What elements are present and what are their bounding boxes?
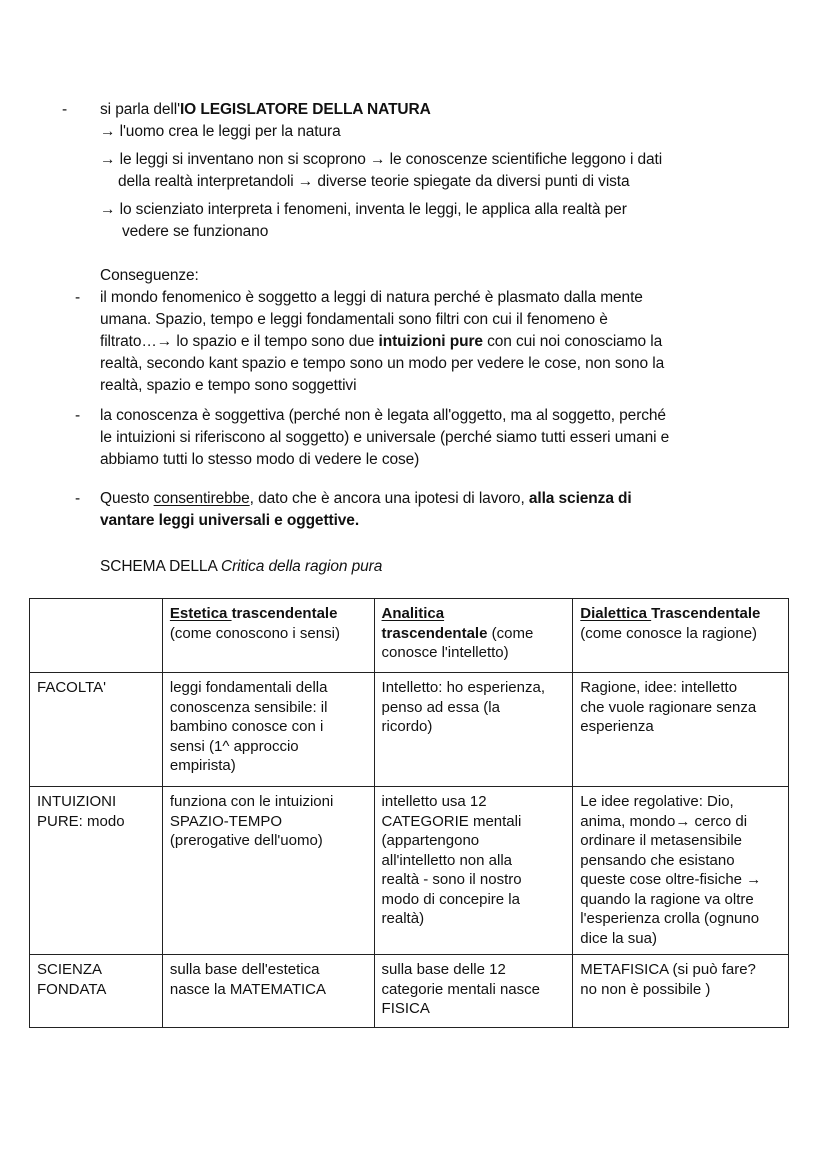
header-bold: Trascendentale (651, 605, 761, 622)
schema-title (100, 556, 382, 578)
cell-line: queste cose oltre-fisiche → (580, 871, 762, 888)
bullet-dash: - (75, 407, 81, 424)
cell-line: realtà) (381, 910, 425, 927)
cell-line: (appartengono (381, 832, 480, 849)
text-line: realtà, spazio e tempo sono soggettivi (100, 377, 357, 394)
cell-line: l'esperienza crolla (ognuno (580, 910, 760, 927)
cell-line: no non è possibile ) (580, 980, 711, 998)
cell-line: Le idee regolative: Dio, (580, 793, 734, 810)
text-line: realtà, secondo kant spazio e tempo sono un modo per vedere le cose, non sono la (100, 355, 665, 372)
table-row-scienza (30, 955, 789, 1028)
arrow-line-cont: vedere se funzionano (122, 223, 269, 240)
header-subtitle: conosce l'intelletto) (381, 644, 509, 661)
arrow-line: → l'uomo crea le leggi per la natura (100, 123, 341, 140)
cell-line: categorie mentali nasce (381, 980, 540, 998)
intro-bold-text: IO LEGISLATORE DELLA NATURA (179, 101, 431, 118)
conseguenze-item-3 (100, 488, 632, 532)
header-estetica (162, 599, 374, 673)
cell-line: conoscenza sensibile: il (169, 698, 328, 716)
header-bold: trascendentale (231, 605, 338, 622)
header-bold: trascendentale (381, 624, 488, 642)
intuizioni-pure-bold: intuizioni pure (378, 333, 483, 350)
header-subtitle: (come conosce la ragione) (580, 624, 758, 642)
cell-line: FACOLTA' (37, 679, 106, 696)
cell-line: PURE: modo (37, 812, 125, 830)
text-span: Questo (100, 490, 154, 507)
conseguenze-item-1 (100, 287, 664, 397)
table-row-facolta (30, 673, 789, 787)
schema-title-prefix: SCHEMA DELLA (100, 558, 222, 575)
cell-line: METAFISICA (si può fare? (580, 961, 756, 978)
header-underlined: Dialettica (580, 605, 652, 622)
text-line: abbiamo tutti lo stesso modo di vedere le cose) (100, 451, 420, 468)
cell-line: realtà - sono il nostro (381, 871, 522, 888)
cell-estetica (162, 955, 374, 1028)
row-label (30, 787, 163, 955)
cell-line: dice la sua) (580, 929, 657, 947)
cell-line: pensando che esistano (580, 851, 735, 869)
cell-line: anima, mondo→ cerco di (580, 812, 748, 830)
text-span: con cui noi conosciamo la (482, 333, 663, 350)
cell-line: INTUIZIONI (37, 793, 117, 810)
text-line: umana. Spazio, tempo e leggi fondamentali sono filtri con cui il fenomeno è (100, 311, 608, 328)
header-underlined: Estetica (169, 605, 232, 622)
cell-line: sulla base delle 12 (381, 961, 506, 978)
cell-line: ordinare il metasensibile (580, 832, 743, 849)
cell-dialettica (573, 787, 789, 955)
conseguenze-heading: Conseguenze: (100, 267, 199, 284)
bullet-dash: - (75, 289, 81, 306)
cell-estetica (162, 787, 374, 955)
cell-line: Intelletto: ho esperienza, (381, 679, 545, 696)
cell-analitica (374, 955, 573, 1028)
cell-line: SPAZIO-TEMPO (169, 812, 283, 830)
cell-line: (prerogative dell'uomo) (169, 832, 323, 849)
arrow-line: → lo scienziato interpreta i fenomeni, inventa le leggi, le applica alla realtà per (100, 201, 627, 218)
cell-line: ricordo) (381, 718, 433, 735)
cell-line: empirista) (169, 757, 236, 774)
legislatore-intro (100, 99, 431, 121)
cell-line: penso ad essa (la (381, 698, 500, 716)
cell-analitica (374, 673, 573, 787)
cell-line: esperienza (580, 718, 654, 735)
header-dialettica (573, 599, 789, 673)
schema-title-italic: Critica della ragion pura (221, 558, 383, 575)
arrow-line: → le leggi si inventano non si scoprono → le conoscenze scientifiche leggono i dati (100, 151, 663, 168)
underlined-word: consentirebbe (153, 490, 250, 507)
table-row-intuizioni (30, 787, 789, 955)
cell-line: quando la ragione va oltre (580, 890, 754, 908)
text-line: la conoscenza è soggettiva (perché non è legata all'oggetto, ma al soggetto, perché (100, 407, 666, 424)
cell-dialettica (573, 955, 789, 1028)
header-analitica (374, 599, 573, 673)
cell-line: all'intelletto non alla (381, 851, 512, 869)
text-line: il mondo fenomenico è soggetto a leggi di natura perché è plasmato dalla mente (100, 289, 643, 306)
cell-line: leggi fondamentali della (169, 679, 328, 696)
cell-estetica (162, 673, 374, 787)
table-corner-cell (30, 599, 163, 673)
cell-line: che vuole ragionare senza (580, 698, 757, 716)
header-underlined: Analitica (381, 605, 445, 622)
text-line (100, 331, 664, 353)
conseguenze-item-2 (100, 405, 669, 471)
cell-line: funziona con le intuizioni (169, 793, 334, 810)
row-label (30, 673, 163, 787)
text-span: , dato che è ancora una ipotesi di lavoro, (249, 490, 529, 507)
schema-table (29, 598, 789, 1028)
text-line: le intuizioni si riferiscono al soggetto) e universale (perché siamo tutti esseri umani e (100, 429, 670, 446)
cell-line: FISICA (381, 1000, 430, 1017)
bullet-dash: - (75, 490, 81, 507)
cell-line: modo di concepire la (381, 890, 520, 908)
cell-line: FONDATA (37, 980, 107, 998)
intro-text: si parla dell' (100, 101, 180, 118)
bullet-dash: - (62, 101, 68, 118)
text-line (100, 488, 632, 510)
header-subtitle: (come (487, 624, 534, 642)
cell-line: nasce la MATEMATICA (169, 980, 327, 998)
row-label (30, 955, 163, 1028)
table-header-row (30, 599, 789, 673)
header-subtitle: (come conoscono i sensi) (169, 624, 340, 642)
bold-text: alla scienza di (528, 490, 632, 507)
cell-line: SCIENZA (37, 961, 103, 978)
bold-text-line: vantare leggi universali e oggettive. (100, 512, 360, 529)
cell-analitica (374, 787, 573, 955)
cell-line: bambino conosce con i (169, 718, 324, 735)
cell-line: sulla base dell'estetica (169, 961, 320, 978)
arrow-line-cont: della realtà interpretandoli → diverse teorie spiegate da diversi punti di vista (118, 173, 630, 190)
cell-line: Ragione, idee: intelletto (580, 679, 738, 696)
text-span: filtrato…→ lo spazio e il tempo sono due (100, 333, 379, 350)
cell-line: CATEGORIE mentali (381, 812, 522, 830)
cell-dialettica (573, 673, 789, 787)
cell-line: intelletto usa 12 (381, 793, 487, 810)
cell-line: sensi (1^ approccio (169, 737, 299, 755)
